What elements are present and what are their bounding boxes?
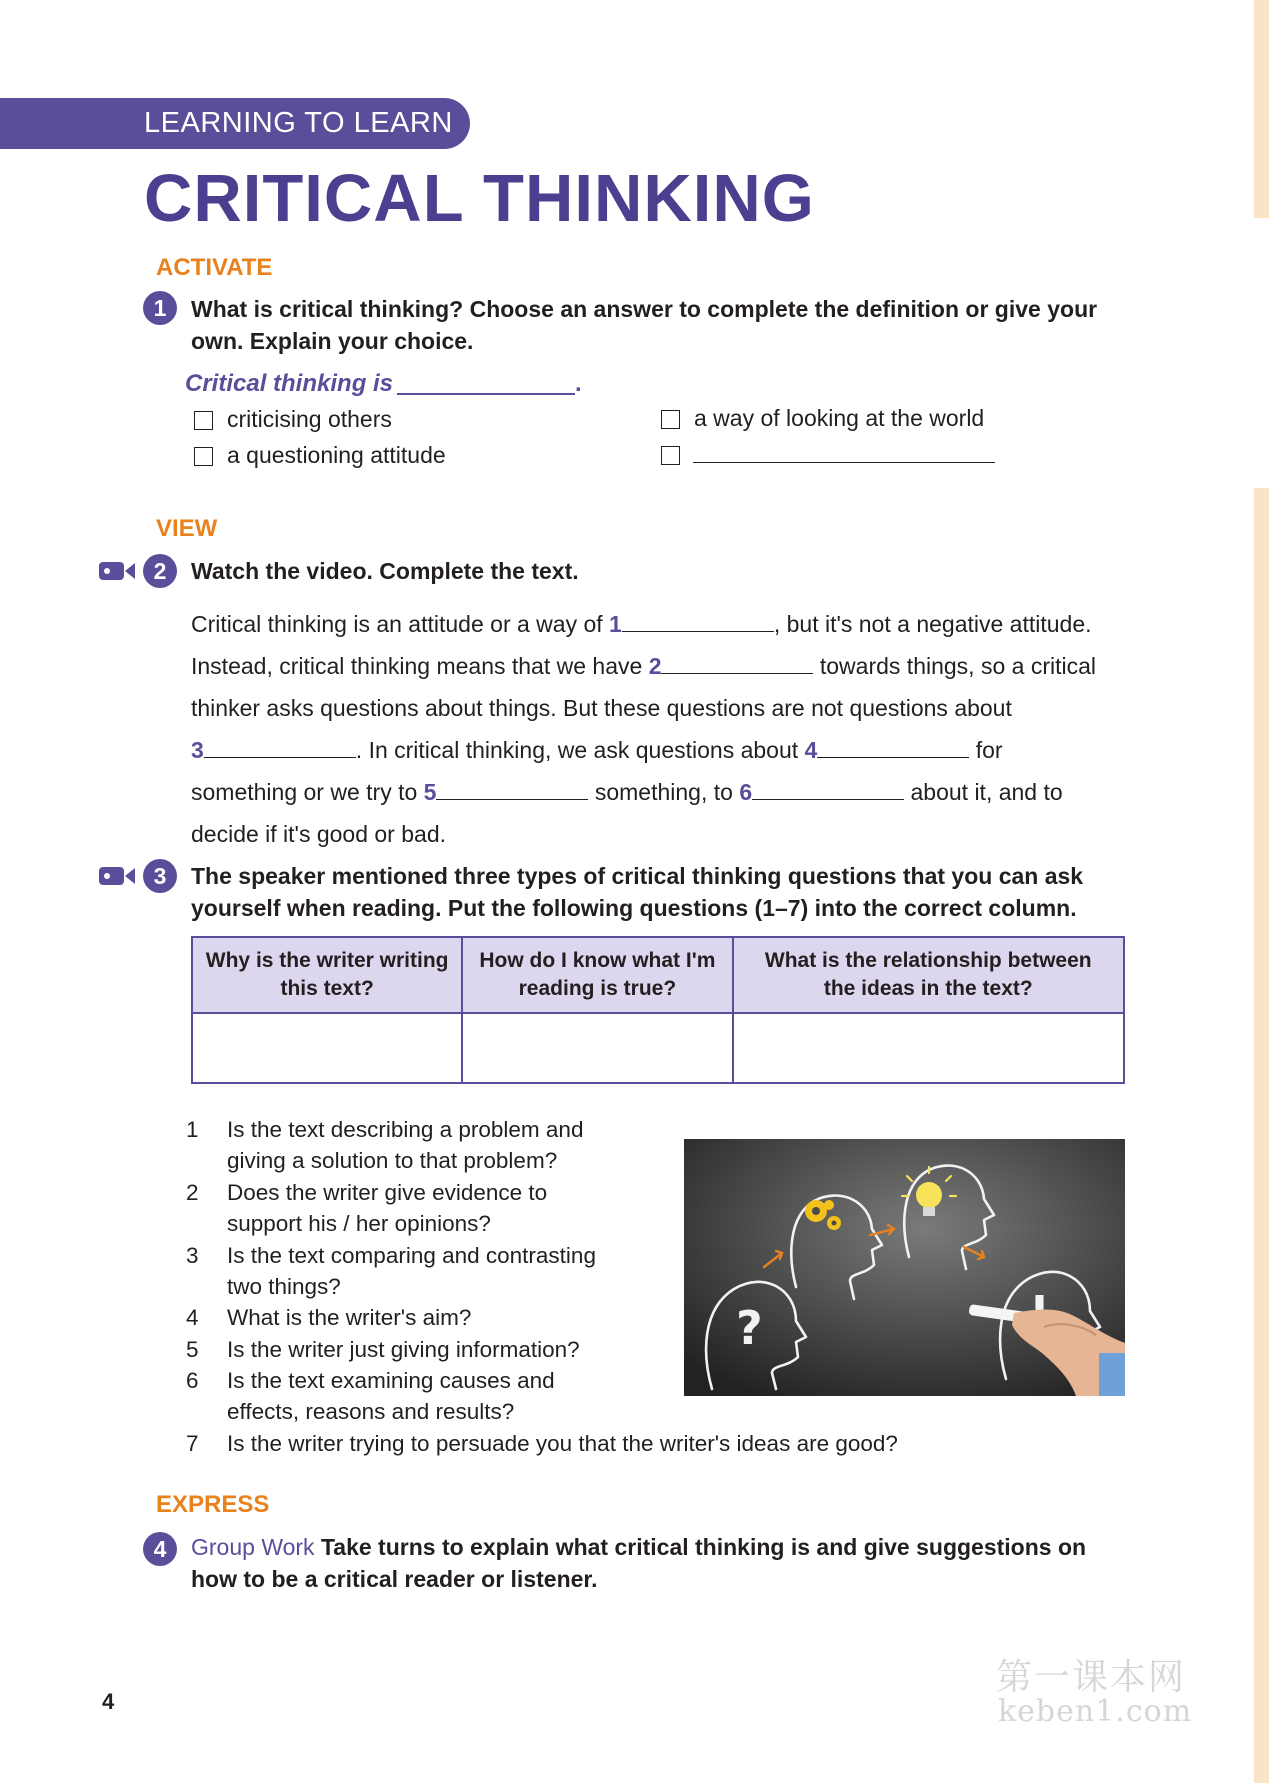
gap-text-line-1: Critical thinking is an attitude or a way of 1 , but it's not a negative attitude. [191,611,1092,637]
answer-cell-2[interactable] [462,1013,732,1083]
blank-2[interactable] [661,653,813,674]
blank-6[interactable] [752,779,904,800]
watermark-url: keben1.com [998,1694,1193,1729]
definition-blank[interactable] [397,393,575,395]
section-activate-heading: ACTIVATE [156,254,273,281]
video-camera-icon [98,560,136,582]
page-title: CRITICAL THINKING [144,161,815,236]
critical-thinking-chalkboard-photo [684,1139,1125,1396]
page-edge-gap [1254,218,1269,488]
option-3-label: a questioning attitude [227,442,446,468]
watermark-chinese: 第一课本网 [996,1657,1187,1698]
page-edge-tab [1254,0,1269,218]
section-view-heading: VIEW [156,515,218,542]
gap-text-line-6: decide if it's good or bad. [191,821,446,847]
blank-3[interactable] [204,737,356,758]
banner-text: LEARNING TO LEARN [144,107,453,139]
own-answer-blank[interactable] [693,462,995,463]
column-header-purpose: Why is the writer writing this text? [192,937,462,1013]
exercise-2-number: 2 [143,554,177,588]
gap-text-line-4: 3 . In critical thinking, we ask questions about 4 for [191,737,1003,763]
checkbox-option-1[interactable] [194,411,213,430]
exercise-1-number: 1 [143,291,177,325]
svg-text:?: ? [736,1301,763,1355]
exercise-4-number: 4 [143,1532,177,1566]
option-1-label: criticising others [227,406,392,432]
answer-cell-3[interactable] [733,1013,1124,1083]
blank-5[interactable] [436,779,588,800]
exercise-3-instruction: The speaker mentioned three types of critical thinking questions that you can ask yourself when reading. Put the following questions (1–7) into the correct column. [191,863,1084,921]
gap-text-line-5: something or we try to 5 something, to 6 about it, and to [191,779,1063,805]
answer-cell-1[interactable] [192,1013,462,1083]
column-header-relationship: What is the relationship between the ideas in the text? [733,937,1124,1013]
gap-text-line-3: thinker asks questions about things. But these questions are not questions about [191,695,1012,721]
gap-text-line-2: Instead, critical thinking means that we have 2 towards things, so a critical [191,653,1096,679]
checkbox-option-3[interactable] [194,447,213,466]
page-number: 4 [102,1689,115,1714]
checkbox-option-4[interactable] [661,446,680,465]
section-express-heading: EXPRESS [156,1491,270,1518]
column-header-truth: How do I know what I'm reading is true? [462,937,732,1013]
blank-4[interactable] [817,737,969,758]
exercise-1-instruction: What is critical thinking? Choose an answer to complete the definition or give your own. Explain your choice. [191,296,1098,354]
video-camera-icon [98,865,136,887]
option-2-label: a way of looking at the world [694,405,985,431]
page-edge-tab [1254,488,1269,1783]
exercise-4-instruction: Group Work Take turns to explain what critical thinking is and give suggestions on how to be a critical reader or listener. [191,1534,1087,1592]
question-type-table [191,936,1125,1084]
exercise-3-number: 3 [143,859,177,893]
section-banner [0,98,470,149]
definition-label: Critical thinking is [185,370,394,397]
checkbox-option-2[interactable] [661,410,680,429]
exercise-2-instruction: Watch the video. Complete the text. [191,558,579,584]
group-work-tag: Group Work [191,1534,315,1560]
definition-period: . [575,370,582,397]
blank-1[interactable] [622,611,774,632]
